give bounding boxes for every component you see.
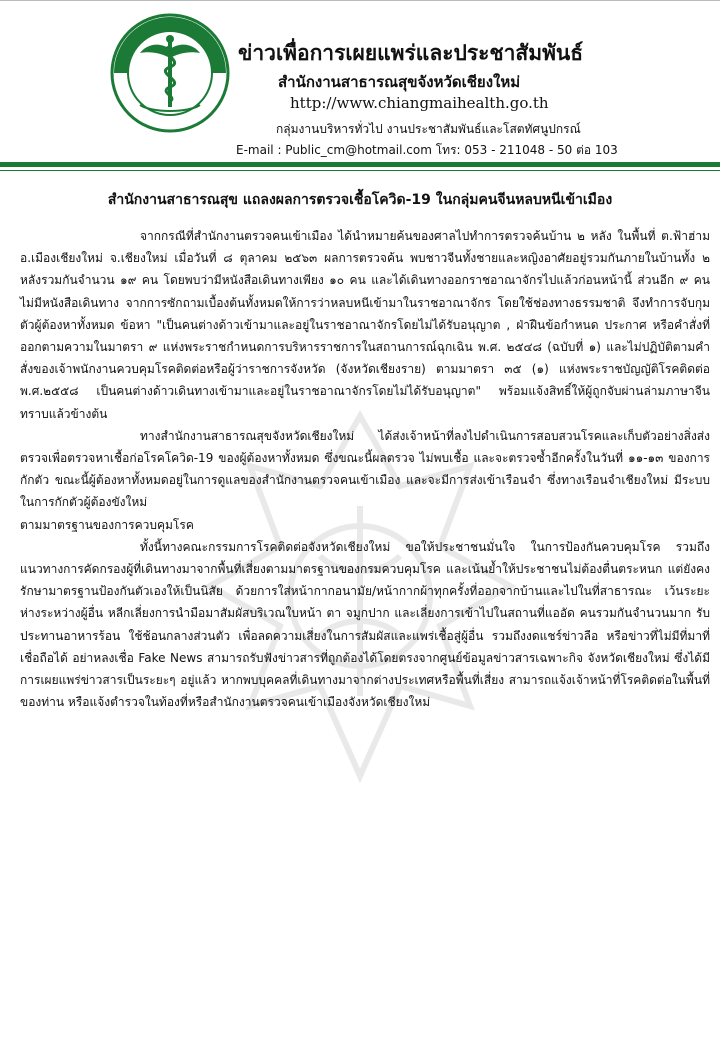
letterhead xyxy=(0,1,720,161)
org-department: กลุ่มงานบริหารทั่วไป งานประชาสัมพันธ์และโสตทัศนูปกรณ์ xyxy=(276,122,581,136)
ministry-emblem-icon xyxy=(110,13,230,133)
paragraph-advice: ทั้งนี้ทางคณะกรรมการโรคติดต่อจังหวัดเชียงใหม่ ขอให้ประชาชนมั่นใจ ในการป้องกันควบคุมโรค รวมถึงแนวทางการคัดกรองผู้ที่เดินทางมาจากพื้นที่เสี่ยงตามมาตรฐานของกรมควบคุมโรค และเน้นย้ำให้ประชาชนไม่ต้องตื่นตระหนก แต่ยังคงรักษามาตรฐานป้องกันตัวเองให้เป็นนิสัย ด้วยการใส่หน้ากากอนามัย/หน้ากากผ้าทุกครั้งที่ออกจากบ้านและไปในที่สาธารณะ เว้นระยะห่างระหว่างผู้อื่น หลีกเลี่ยงการนำมือมาสัมผัสบริเวณใบหน้า ตา จมูกปาก และเลี่ยงการเข้าไปในสถานที่แออัด คนรวมกันจำนวนมาก รับประทานอาหารร้อน ใช้ช้อนกลางส่วนตัว เพื่อลดความเสี่ยงในการสัมผัสและแพร่เชื้อสู่ผู้อื่น รวมถึงงดแชร์ข่าวลือ หรือข่าวที่ไม่มีที่มาที่เชื่อถือได้ อย่าหลงเชื่อ Fake News สามารถรับฟังข่าวสารที่ถูกต้องได้โดยตรงจากศูนย์ข้อมูลข่าวสารเฉพาะกิจ จังหวัดเชียงใหม่ ซึ่งได้มีการเผยแพร่ข่าวสารเป็นระยะๆ อยู่แล้ว หากพบบุคคลที่เดินทางมาจากต่างประเทศหรือพื้นที่เสี่ยง สามารถแจ้งเจ้าหน้าที่โรคติดต่อในพื้นที่ของท่าน หรือแจ้งตำรวจในท้องที่หรือสำนักงานตรวจคนเข้าเมืองจังหวัดเชียงใหม่ xyxy=(20,539,710,710)
document-title: สำนักงานสาธารณสุข แถลงผลการตรวจเชื้อโควิด-19 ในกลุ่มคนจีนหลบหนีเข้าเมือง xyxy=(107,192,613,208)
paragraph-testing: ทางสำนักงานสาธารณสุขจังหวัดเชียงใหม่ ได้ส่งเจ้าหน้าที่ลงไปดำเนินการสอบสวนโรคและเก็บตัวอย่างสิ่งส่งตรวจเพื่อตรวจหาเชื้อก่อโรคโควิด-19 ของผู้ต้องหาทั้งหมด ซึ่งขณะนี้ผลตรวจ ไม่พบเชื้อ และจะตรวจซ้ำอีกครั้งในวันที่ ๑๑-๑๓ ของการกักตัว ขณะนี้ผู้ต้องหาทั้งหมดอยู่ในการดูแลของสำนักงานตรวจคนเข้าเมือง และจะมีการส่งเข้าเรือนจำ ซึ่งทางเรือนจำเชียงใหม่ มีระบบในการกักตัวผู้ต้องขังใหม่ xyxy=(20,428,710,510)
org-website-link[interactable]: http://www.chiangmaihealth.go.th xyxy=(290,94,549,112)
header-divider-thick xyxy=(0,162,720,167)
org-subtitle: สำนักงานสาธารณสุขจังหวัดเชียงใหม่ xyxy=(278,73,521,91)
org-contact: E-mail : Public_cm@hotmail.com โทร: 053 - 211048 - 50 ต่อ 103 xyxy=(236,143,618,157)
header-divider-thin xyxy=(0,170,720,171)
document-body xyxy=(20,225,710,713)
paragraph-incident: จากกรณีที่สำนักงานตรวจคนเข้าเมือง ได้นำหมายค้นของศาลไปทำการตรวจค้นบ้าน ๒ หลัง ในพื้นที่ ต.ฟ้าฮ่าม อ.เมืองเชียงใหม่ จ.เชียงใหม่ เมื่อวันที่ ๘ ตุลาคม ๒๕๖๓ ผลการตรวจค้น พบชาวจีนทั้งชายและหญิงอาศัยอยู่รวมกันภายในบ้านทั้ง ๒ หลังรวมกันจำนวน ๑๙ คน โดยพบว่ามีหนังสือเดินทางเพียง ๑๐ คน และได้เดินทางออกราชอาณาจักรไปแล้วก่อนหน้านี้ ส่วนอีก ๙ คนไม่มีหนังสือเดินทาง จากการซักถามเบื้องต้นทั้งหมดให้การว่าหลบหนีเข้ามาในราชอาณาจักร โดยใช้ช่องทางธรรมชาติ จึงทำการจับกุมตัวผู้ต้องหาทั้งหมด ข้อหา "เป็นคนต่างด้าวเข้ามาและอยู่ในราชอาณาจักรโดยไม่ได้รับอนุญาต , ฝ่าฝืนข้อกำหนด ประกาศ หรือคำสั่งที่ออกตามความในมาตรา ๙ แห่งพระราชกำหนดการบริหารราชการในสถานการณ์ฉุกเฉิน พ.ศ. ๒๕๔๘ (ฉบับที่ ๑) และไม่ปฏิบัติตามคำสั่งของเจ้าพนักงานควบคุมโรคติดต่อหรือผู้ว่าราชการจังหวัด (จังหวัดเชียงราย) ตามมาตรา ๓๕ (๑) แห่งพระราชบัญญัติโรคติดต่อ พ.ศ.๒๕๕๘ เป็นคนต่างด้าวเดินทางเข้ามาและอยู่ในราชอาณาจักรโดยไม่ได้รับอนุญาต" พร้อมแจ้งสิทธิ์ให้ผู้ถูกจับผ่านล่ามภาษาจีน ทราบแล้วข้างต้น xyxy=(20,229,710,421)
paragraph-standard: ตามมาตรฐานของการควบคุมโรค xyxy=(20,517,194,532)
org-title: ข่าวเพื่อการเผยแพร่และประชาสัมพันธ์ xyxy=(238,41,584,65)
